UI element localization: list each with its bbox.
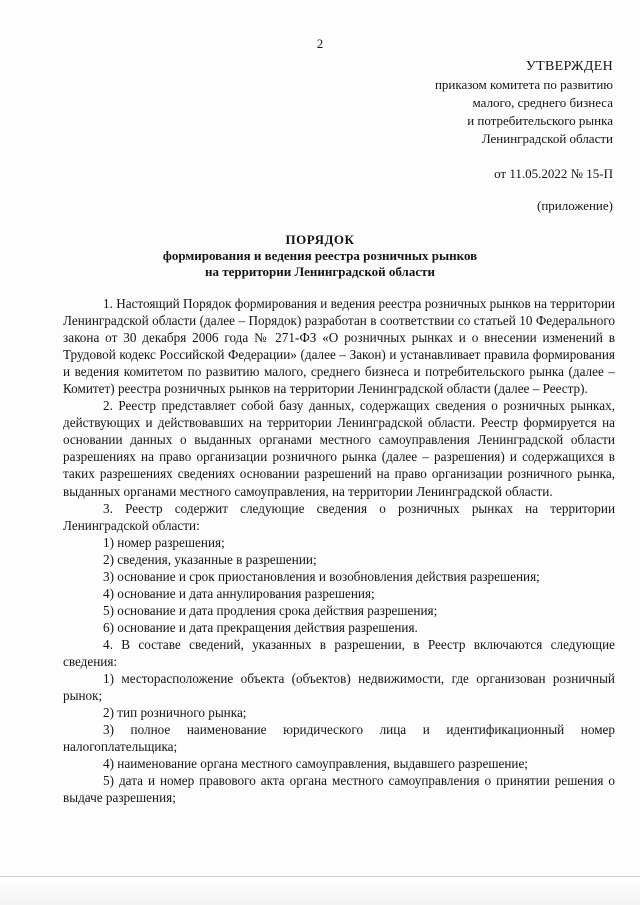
annex-label: (приложение) [536,198,613,213]
approval-line: малого, среднего бизнеса [472,95,613,110]
list-item: 5) дата и номер правового акта органа местного самоуправления о принятии решения о выдаче разрешения; [63,773,615,806]
list-item: 6) основание и дата прекращения действия разрешения. [103,619,418,635]
paragraph: 2. Реестр представляет собой базу данных, содержащих сведения о розничных рынках, действующих и действовавших на территории Ленинградской области. Реестр формируется на основании данных о выданных органами местного самоуправления Ленинградской области разрешениях на право организации розничного рынка (далее – разрешения) и содержащихся в таких разрешениях сведениях основании разрешений на право организации розничного рынка, выданных органами местного самоуправления, на территории Ленинградской области. [63,398,615,499]
approval-date: от 11.05.2022 № 15-П [494,166,613,181]
approval-title: УТВЕРЖДЕН [525,59,613,74]
paragraph: 4. В составе сведений, указанных в разрешении, в Реестр включаются следующие сведения: [63,636,615,669]
scan-bottom-edge [0,876,640,905]
paragraph: 3. Реестр содержит следующие сведения о розничных рынках на территории Ленинградской области: [63,500,615,533]
approval-line: приказом комитета по развитию [434,77,613,92]
list-item: 4) основание и дата аннулирования разрешения; [103,585,375,601]
paragraph: 1. Настоящий Порядок формирования и ведения реестра розничных рынков на территории Ленинградской области (далее – Порядок) разработан в соответствии со статьей 10 Федерального закона от 30 декабря 2006 года № 271-ФЗ «О розничных рынках и о внесении изменений в Трудовой кодекс Российской Федерации» (далее – Закон) и устанавливает правила формирования и ведения комитетом по развитию малого, среднего бизнеса и потребительского рынка (далее – Комитет) реестра розничных рынков на территории Ленинградской области (далее – Реестр). [63,296,615,397]
list-item: 2) сведения, указанные в разрешении; [103,551,317,567]
approval-line: и потребительского рынка [467,113,613,128]
list-item: 5) основание и дата продления срока действия разрешения; [103,602,438,618]
document-body [63,295,615,806]
document-subtitle-line: на территории Ленинградской области [204,264,435,279]
list-item: 4) наименование органа местного самоуправления, выдавшего разрешение; [103,756,528,772]
approval-block [353,58,613,215]
page-number: 2 [316,36,324,51]
list-item: 1) месторасположение объекта (объектов) недвижимости, где организован розничный рынок; [63,671,615,704]
list-item: 3) полное наименование юридического лица и идентификационный номер налогоплательщика; [63,722,615,755]
list-item: 3) основание и срок приостановления и возобновления действия разрешения; [103,568,540,584]
list-item: 1) номер разрешения; [103,534,225,550]
document-subtitle-line: формирования и ведения реестра розничных рынков [162,248,478,263]
document-heading [0,232,640,280]
approval-line: Ленинградской области [481,131,613,146]
list-item: 2) тип розничного рынка; [103,705,247,721]
document-title: ПОРЯДОК [285,232,355,247]
